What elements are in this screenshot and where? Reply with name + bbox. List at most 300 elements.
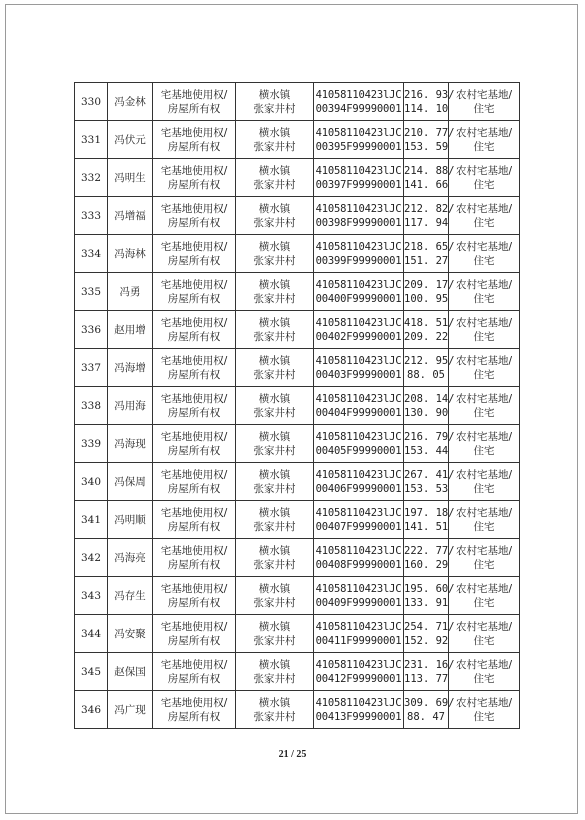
right-type-type-line1: 宅基地使用权/ xyxy=(160,506,228,519)
area-value-cell xyxy=(404,501,455,539)
land-use-use-line1: 农村宅基地/ xyxy=(455,202,513,215)
area-value-area-line2: 141. 51 xyxy=(404,520,449,533)
location-town-line2: 张家井村 xyxy=(253,330,296,343)
table-row xyxy=(75,691,520,729)
unit-code-code-line2: 00412F99990001 xyxy=(315,672,402,685)
land-use-use-line1: 农村宅基地/ xyxy=(455,620,513,633)
row-index: 346 xyxy=(80,703,102,716)
property-rights-table xyxy=(74,82,520,729)
right-type-type-line1: 宅基地使用权/ xyxy=(160,278,228,291)
location-town-line1: 横水镇 xyxy=(258,202,291,215)
land-use-use-line2: 住宅 xyxy=(473,634,495,647)
unit-code-code-line1: 41058110423lJC xyxy=(315,582,402,595)
land-use-use-line1: 农村宅基地/ xyxy=(455,430,513,443)
table-row xyxy=(75,159,520,197)
location-cell xyxy=(236,691,314,729)
land-use-cell xyxy=(449,159,520,197)
owner-name: 冯海林 xyxy=(114,247,146,260)
owner-name-cell xyxy=(108,463,153,501)
unit-code-cell xyxy=(314,539,404,577)
land-use-use-line1: 农村宅基地/ xyxy=(455,506,513,519)
area-value-area-line2: 141. 66 xyxy=(404,178,449,191)
area-value-cell xyxy=(404,539,455,577)
row-index: 339 xyxy=(80,437,102,450)
location-town-line1: 横水镇 xyxy=(258,164,291,177)
unit-code-code-line1: 41058110423lJC xyxy=(315,468,402,481)
land-use-cell xyxy=(449,197,520,235)
table-row xyxy=(75,425,520,463)
location-town-line1: 横水镇 xyxy=(258,88,291,101)
owner-name-cell xyxy=(108,121,153,159)
row-index-cell xyxy=(75,691,108,729)
land-use-cell xyxy=(449,273,520,311)
area-value-area-line2: 114. 10 xyxy=(404,102,449,115)
row-index: 343 xyxy=(80,589,102,602)
right-type-type-line2: 房屋所有权 xyxy=(167,482,221,495)
row-index: 333 xyxy=(80,209,102,222)
right-type-type-line1: 宅基地使用权/ xyxy=(160,658,228,671)
right-type-cell xyxy=(153,425,236,463)
row-index: 342 xyxy=(80,551,102,564)
location-cell xyxy=(236,539,314,577)
right-type-type-line1: 宅基地使用权/ xyxy=(160,354,228,367)
location-town-line1: 横水镇 xyxy=(258,468,291,481)
row-index-cell xyxy=(75,197,108,235)
land-use-use-line1: 农村宅基地/ xyxy=(455,126,513,139)
right-type-type-line1: 宅基地使用权/ xyxy=(160,620,228,633)
owner-name-cell xyxy=(108,501,153,539)
area-value-area-line2: 130. 90 xyxy=(404,406,449,419)
area-value-area-line1: 254. 71/ xyxy=(404,620,455,633)
unit-code-code-line2: 00394F99990001 xyxy=(315,102,402,115)
row-index: 337 xyxy=(80,361,102,374)
land-use-use-line2: 住宅 xyxy=(473,558,495,571)
land-use-cell xyxy=(449,691,520,729)
owner-name: 冯广现 xyxy=(114,703,146,716)
location-town-line2: 张家井村 xyxy=(253,292,296,305)
area-value-cell xyxy=(404,387,455,425)
area-value-area-line2: 117. 94 xyxy=(404,216,449,229)
area-value-area-line1: 309. 69/ xyxy=(404,696,455,709)
unit-code-cell xyxy=(314,159,404,197)
owner-name-cell xyxy=(108,235,153,273)
right-type-type-line1: 宅基地使用权/ xyxy=(160,240,228,253)
row-index-cell xyxy=(75,121,108,159)
row-index: 345 xyxy=(80,665,102,678)
unit-code-cell xyxy=(314,349,404,387)
right-type-cell xyxy=(153,235,236,273)
owner-name-cell xyxy=(108,577,153,615)
unit-code-cell xyxy=(314,311,404,349)
right-type-type-line2: 房屋所有权 xyxy=(167,596,221,609)
unit-code-cell xyxy=(314,615,404,653)
unit-code-code-line2: 00398F99990001 xyxy=(315,216,402,229)
table-row xyxy=(75,121,520,159)
right-type-type-line2: 房屋所有权 xyxy=(167,520,221,533)
location-cell xyxy=(236,387,314,425)
land-use-cell xyxy=(449,387,520,425)
location-town-line2: 张家井村 xyxy=(253,368,296,381)
location-town-line1: 横水镇 xyxy=(258,392,291,405)
land-use-use-line1: 农村宅基地/ xyxy=(455,164,513,177)
area-value-cell xyxy=(404,425,455,463)
table-row xyxy=(75,387,520,425)
row-index-cell xyxy=(75,349,108,387)
right-type-type-line2: 房屋所有权 xyxy=(167,292,221,305)
table-row xyxy=(75,311,520,349)
owner-name: 赵用增 xyxy=(114,323,146,336)
land-use-use-line2: 住宅 xyxy=(473,444,495,457)
right-type-cell xyxy=(153,577,236,615)
right-type-cell xyxy=(153,615,236,653)
area-value-cell xyxy=(404,463,455,501)
land-use-use-line2: 住宅 xyxy=(473,520,495,533)
right-type-type-line1: 宅基地使用权/ xyxy=(160,430,228,443)
right-type-type-line2: 房屋所有权 xyxy=(167,330,221,343)
owner-name: 冯存生 xyxy=(114,589,146,602)
row-index: 344 xyxy=(80,627,102,640)
owner-name-cell xyxy=(108,83,153,121)
unit-code-cell xyxy=(314,501,404,539)
table-row xyxy=(75,83,520,121)
area-value-area-line2: 88. 47 xyxy=(407,710,445,723)
location-town-line2: 张家井村 xyxy=(253,482,296,495)
right-type-type-line1: 宅基地使用权/ xyxy=(160,582,228,595)
area-value-area-line2: 209. 22 xyxy=(404,330,449,343)
area-value-area-line1: 214. 88/ xyxy=(404,164,455,177)
unit-code-code-line2: 00402F99990001 xyxy=(315,330,402,343)
right-type-type-line1: 宅基地使用权/ xyxy=(160,202,228,215)
right-type-type-line1: 宅基地使用权/ xyxy=(160,164,228,177)
area-value-area-line2: 100. 95 xyxy=(404,292,449,305)
location-cell xyxy=(236,121,314,159)
location-cell xyxy=(236,501,314,539)
right-type-type-line1: 宅基地使用权/ xyxy=(160,544,228,557)
owner-name: 冯增福 xyxy=(114,209,146,222)
area-value-cell xyxy=(404,83,455,121)
location-town-line1: 横水镇 xyxy=(258,620,291,633)
land-use-cell xyxy=(449,121,520,159)
right-type-cell xyxy=(153,83,236,121)
location-town-line1: 横水镇 xyxy=(258,506,291,519)
unit-code-code-line2: 00399F99990001 xyxy=(315,254,402,267)
land-use-cell xyxy=(449,653,520,691)
right-type-type-line1: 宅基地使用权/ xyxy=(160,468,228,481)
location-cell xyxy=(236,83,314,121)
area-value-cell xyxy=(404,653,455,691)
area-value-area-line2: 153. 59 xyxy=(404,140,449,153)
right-type-type-line2: 房屋所有权 xyxy=(167,368,221,381)
area-value-cell xyxy=(404,273,455,311)
owner-name: 冯保周 xyxy=(114,475,146,488)
location-town-line1: 横水镇 xyxy=(258,278,291,291)
right-type-type-line1: 宅基地使用权/ xyxy=(160,316,228,329)
location-town-line2: 张家井村 xyxy=(253,596,296,609)
row-index: 331 xyxy=(80,133,102,146)
area-value-area-line2: 160. 29 xyxy=(404,558,449,571)
land-use-cell xyxy=(449,235,520,273)
land-use-use-line2: 住宅 xyxy=(473,482,495,495)
location-cell xyxy=(236,197,314,235)
unit-code-code-line1: 41058110423lJC xyxy=(315,658,402,671)
land-use-use-line2: 住宅 xyxy=(473,102,495,115)
owner-name: 冯用海 xyxy=(114,399,146,412)
land-use-use-line2: 住宅 xyxy=(473,710,495,723)
location-town-line2: 张家井村 xyxy=(253,710,296,723)
owner-name-cell xyxy=(108,311,153,349)
land-use-use-line2: 住宅 xyxy=(473,596,495,609)
location-town-line1: 横水镇 xyxy=(258,544,291,557)
owner-name: 冯明顺 xyxy=(114,513,146,526)
unit-code-code-line2: 00404F99990001 xyxy=(315,406,402,419)
right-type-cell xyxy=(153,463,236,501)
unit-code-code-line1: 41058110423lJC xyxy=(315,392,402,405)
table-row xyxy=(75,273,520,311)
right-type-type-line2: 房屋所有权 xyxy=(167,216,221,229)
land-use-use-line2: 住宅 xyxy=(473,368,495,381)
owner-name: 冯伏元 xyxy=(114,133,146,146)
area-value-cell xyxy=(404,577,455,615)
page-number: 21 / 25 xyxy=(278,749,307,760)
unit-code-code-line2: 00405F99990001 xyxy=(315,444,402,457)
location-cell xyxy=(236,653,314,691)
unit-code-code-line1: 41058110423lJC xyxy=(315,316,402,329)
area-value-area-line1: 197. 18/ xyxy=(404,506,455,519)
area-value-area-line1: 210. 77/ xyxy=(404,126,455,139)
land-use-use-line1: 农村宅基地/ xyxy=(455,354,513,367)
location-cell xyxy=(236,159,314,197)
area-value-cell xyxy=(404,197,455,235)
unit-code-cell xyxy=(314,691,404,729)
location-town-line1: 横水镇 xyxy=(258,240,291,253)
area-value-area-line2: 113. 77 xyxy=(404,672,449,685)
land-use-use-line1: 农村宅基地/ xyxy=(455,582,513,595)
right-type-type-line2: 房屋所有权 xyxy=(167,406,221,419)
land-use-cell xyxy=(449,425,520,463)
unit-code-cell xyxy=(314,235,404,273)
owner-name: 冯海增 xyxy=(114,361,146,374)
location-town-line1: 横水镇 xyxy=(258,126,291,139)
location-town-line2: 张家井村 xyxy=(253,520,296,533)
area-value-area-line2: 151. 27 xyxy=(404,254,449,267)
table-row xyxy=(75,653,520,691)
unit-code-code-line2: 00408F99990001 xyxy=(315,558,402,571)
unit-code-code-line1: 41058110423lJC xyxy=(315,620,402,633)
area-value-area-line2: 133. 91 xyxy=(404,596,449,609)
unit-code-code-line2: 00403F99990001 xyxy=(315,368,402,381)
table-row xyxy=(75,349,520,387)
area-value-area-line1: 212. 95/ xyxy=(404,354,455,367)
owner-name-cell xyxy=(108,615,153,653)
location-cell xyxy=(236,273,314,311)
row-index-cell xyxy=(75,539,108,577)
unit-code-code-line2: 00406F99990001 xyxy=(315,482,402,495)
right-type-cell xyxy=(153,691,236,729)
row-index: 335 xyxy=(80,285,102,298)
owner-name-cell xyxy=(108,425,153,463)
location-town-line2: 张家井村 xyxy=(253,444,296,457)
table-row xyxy=(75,463,520,501)
right-type-cell xyxy=(153,349,236,387)
right-type-cell xyxy=(153,311,236,349)
row-index: 341 xyxy=(80,513,102,526)
land-use-cell xyxy=(449,577,520,615)
owner-name: 冯安聚 xyxy=(114,627,146,640)
location-town-line2: 张家井村 xyxy=(253,406,296,419)
land-use-use-line2: 住宅 xyxy=(473,178,495,191)
unit-code-code-line1: 41058110423lJC xyxy=(315,430,402,443)
area-value-area-line1: 195. 60/ xyxy=(404,582,455,595)
land-use-use-line2: 住宅 xyxy=(473,406,495,419)
unit-code-code-line1: 41058110423lJC xyxy=(315,544,402,557)
unit-code-code-line1: 41058110423lJC xyxy=(315,126,402,139)
location-town-line2: 张家井村 xyxy=(253,178,296,191)
area-value-area-line2: 153. 44 xyxy=(404,444,449,457)
row-index: 336 xyxy=(80,323,102,336)
row-index-cell xyxy=(75,615,108,653)
unit-code-code-line1: 41058110423lJC xyxy=(315,506,402,519)
right-type-type-line2: 房屋所有权 xyxy=(167,444,221,457)
right-type-cell xyxy=(153,387,236,425)
area-value-area-line1: 218. 65/ xyxy=(404,240,455,253)
area-value-cell xyxy=(404,349,455,387)
unit-code-code-line2: 00413F99990001 xyxy=(315,710,402,723)
unit-code-code-line2: 00409F99990001 xyxy=(315,596,402,609)
table-row xyxy=(75,615,520,653)
area-value-area-line2: 153. 53 xyxy=(404,482,449,495)
right-type-cell xyxy=(153,159,236,197)
table-body xyxy=(75,83,520,729)
right-type-type-line1: 宅基地使用权/ xyxy=(160,126,228,139)
land-use-use-line1: 农村宅基地/ xyxy=(455,316,513,329)
owner-name-cell xyxy=(108,653,153,691)
owner-name-cell xyxy=(108,691,153,729)
row-index-cell xyxy=(75,653,108,691)
area-value-area-line1: 209. 17/ xyxy=(404,278,455,291)
land-use-use-line2: 住宅 xyxy=(473,330,495,343)
location-cell xyxy=(236,577,314,615)
location-town-line2: 张家井村 xyxy=(253,558,296,571)
land-use-cell xyxy=(449,501,520,539)
right-type-type-line2: 房屋所有权 xyxy=(167,254,221,267)
land-use-use-line1: 农村宅基地/ xyxy=(455,240,513,253)
location-town-line1: 横水镇 xyxy=(258,354,291,367)
table-row xyxy=(75,501,520,539)
row-index: 332 xyxy=(80,171,102,184)
land-use-cell xyxy=(449,311,520,349)
owner-name: 冯海现 xyxy=(114,437,146,450)
area-value-area-line2: 88. 05 xyxy=(407,368,445,381)
land-use-use-line1: 农村宅基地/ xyxy=(455,658,513,671)
row-index: 330 xyxy=(80,95,102,108)
area-value-cell xyxy=(404,159,455,197)
row-index: 340 xyxy=(80,475,102,488)
location-town-line2: 张家井村 xyxy=(253,254,296,267)
row-index-cell xyxy=(75,463,108,501)
table-row xyxy=(75,235,520,273)
unit-code-cell xyxy=(314,83,404,121)
location-cell xyxy=(236,463,314,501)
row-index-cell xyxy=(75,83,108,121)
right-type-type-line2: 房屋所有权 xyxy=(167,102,221,115)
location-cell xyxy=(236,235,314,273)
area-value-cell xyxy=(404,311,455,349)
right-type-type-line2: 房屋所有权 xyxy=(167,140,221,153)
area-value-cell xyxy=(404,235,455,273)
right-type-cell xyxy=(153,121,236,159)
area-value-cell xyxy=(404,615,455,653)
land-use-use-line1: 农村宅基地/ xyxy=(455,696,513,709)
unit-code-code-line2: 00411F99990001 xyxy=(315,634,402,647)
row-index-cell xyxy=(75,235,108,273)
row-index-cell xyxy=(75,311,108,349)
area-value-area-line1: 208. 14/ xyxy=(404,392,455,405)
table-row xyxy=(75,539,520,577)
row-index-cell xyxy=(75,387,108,425)
right-type-type-line2: 房屋所有权 xyxy=(167,672,221,685)
right-type-cell xyxy=(153,197,236,235)
location-town-line1: 横水镇 xyxy=(258,658,291,671)
unit-code-cell xyxy=(314,387,404,425)
land-use-cell xyxy=(449,349,520,387)
location-town-line2: 张家井村 xyxy=(253,140,296,153)
row-index-cell xyxy=(75,159,108,197)
right-type-cell xyxy=(153,653,236,691)
land-use-cell xyxy=(449,615,520,653)
area-value-area-line1: 212. 82/ xyxy=(404,202,455,215)
land-use-use-line1: 农村宅基地/ xyxy=(455,278,513,291)
unit-code-cell xyxy=(314,653,404,691)
area-value-area-line1: 216. 93/ xyxy=(404,88,455,101)
unit-code-code-line1: 41058110423lJC xyxy=(315,354,402,367)
location-town-line2: 张家井村 xyxy=(253,102,296,115)
land-use-use-line1: 农村宅基地/ xyxy=(455,544,513,557)
table-row xyxy=(75,197,520,235)
unit-code-code-line1: 41058110423lJC xyxy=(315,88,402,101)
unit-code-code-line1: 41058110423lJC xyxy=(315,696,402,709)
location-town-line1: 横水镇 xyxy=(258,696,291,709)
owner-name: 赵保国 xyxy=(114,665,146,678)
owner-name-cell xyxy=(108,159,153,197)
owner-name: 冯明生 xyxy=(114,171,146,184)
location-town-line1: 横水镇 xyxy=(258,582,291,595)
owner-name-cell xyxy=(108,197,153,235)
right-type-type-line2: 房屋所有权 xyxy=(167,710,221,723)
location-town-line1: 横水镇 xyxy=(258,430,291,443)
owner-name-cell xyxy=(108,349,153,387)
right-type-type-line2: 房屋所有权 xyxy=(167,178,221,191)
land-use-use-line2: 住宅 xyxy=(473,216,495,229)
location-town-line1: 横水镇 xyxy=(258,316,291,329)
owner-name-cell xyxy=(108,387,153,425)
row-index: 334 xyxy=(80,247,102,260)
unit-code-code-line2: 00400F99990001 xyxy=(315,292,402,305)
row-index: 338 xyxy=(80,399,102,412)
land-use-use-line1: 农村宅基地/ xyxy=(455,392,513,405)
unit-code-cell xyxy=(314,121,404,159)
location-town-line2: 张家井村 xyxy=(253,216,296,229)
right-type-cell xyxy=(153,501,236,539)
owner-name-cell xyxy=(108,539,153,577)
area-value-cell xyxy=(404,691,455,729)
unit-code-cell xyxy=(314,273,404,311)
owner-name: 冯金林 xyxy=(114,95,146,108)
location-cell xyxy=(236,311,314,349)
right-type-type-line1: 宅基地使用权/ xyxy=(160,392,228,405)
unit-code-cell xyxy=(314,425,404,463)
unit-code-cell xyxy=(314,463,404,501)
unit-code-code-line2: 00397F99990001 xyxy=(315,178,402,191)
